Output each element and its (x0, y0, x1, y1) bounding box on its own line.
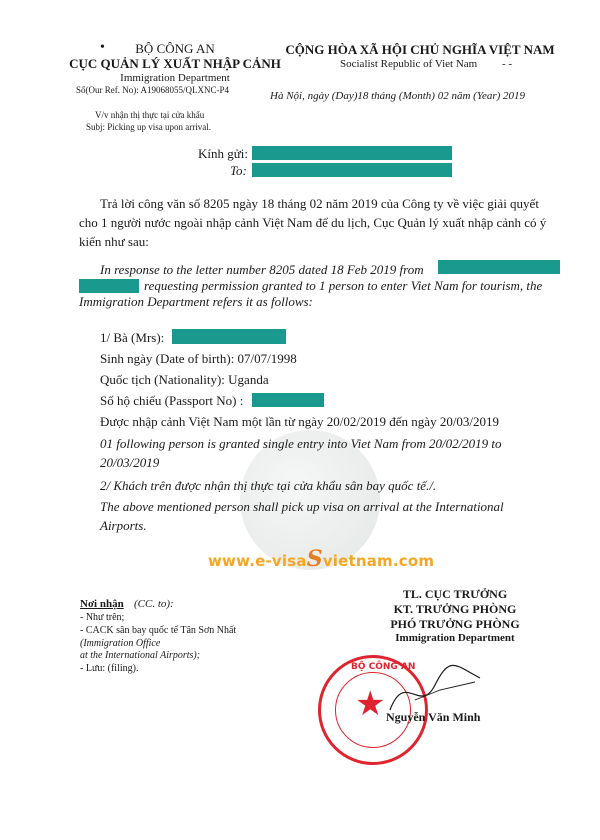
pickup-vi: 2/ Khách trên được nhận thị thực tại cửa khẩu sân bay quốc tế./. (100, 478, 437, 493)
redacted-passport (252, 393, 324, 407)
redacted-person-name (172, 329, 286, 344)
republic-title: CỘNG HÒA XÃ HỘI CHỦ NGHĨA VIỆT NAM (285, 42, 555, 57)
redacted-addressee-en (252, 163, 452, 177)
subject-en: Subj: Picking up visa upon arrival. (86, 122, 211, 132)
addressee-vi-label: Kính gửi: (198, 146, 249, 161)
recipient-line3: (Immigration Office (80, 638, 161, 649)
recipient-line4: at the International Airports); (80, 650, 201, 661)
ministry-name: BỘ CÔNG AN (135, 41, 215, 56)
republic-en: Socialist Republic of Viet Nam (340, 58, 478, 70)
subject-vi: V/v nhận thị thực tại cửa khẩu (95, 110, 205, 120)
vi-paragraph-line2: cho 1 người nước ngoài nhập cảnh Việt Nam để du lịch, Cục Quản lý xuất nhập cảnh có ý (79, 215, 547, 230)
addressee-en-label: To: (230, 163, 247, 178)
stamp-label: BỘ CÔNG AN (351, 662, 416, 672)
recipient-line1: - Như trên; (80, 612, 125, 623)
vi-paragraph-line3: kiến như sau: (79, 234, 149, 249)
signature-line1: TL. CỤC TRƯỞNG (402, 587, 508, 601)
pickup-en-line2: Airports. (100, 518, 147, 533)
signature-line3: PHÓ TRƯỞNG PHÒNG (390, 617, 520, 631)
recipients-title: Nơi nhận (80, 598, 124, 610)
vi-paragraph-line1: Trả lời công văn số 8205 ngày 18 tháng 02 năm 2019 của Công ty về việc giải quyết (100, 196, 539, 211)
pickup-en-line1: The above mentioned person shall pick up visa on arrival at the International (100, 499, 504, 514)
signatory-name: Nguyễn Văn Minh (386, 710, 481, 724)
signature-line4: Immigration Department (395, 632, 515, 644)
en-paragraph-line2: requesting permission granted to 1 person to enter Viet Nam for tourism, the (144, 278, 543, 293)
entry-en-line2: 20/03/2019 (100, 455, 160, 470)
nationality: Quốc tịch (Nationality): Uganda (100, 372, 269, 387)
watermark-url-post: vietnam.com (322, 552, 435, 570)
redacted-company-1 (438, 260, 560, 274)
reference-number: Số(Our Ref. No): A19068055/QLXNC-P4 (76, 85, 229, 95)
entry-vi: Được nhập cảnh Việt Nam một lần từ ngày 20/02/2019 đến ngày 20/03/2019 (100, 414, 500, 429)
entry-en-line1: 01 following person is granted single entry into Viet Nam from 20/02/2019 to (100, 436, 502, 451)
watermark-url-s: S (306, 546, 323, 572)
department-name: CỤC QUẢN LÝ XUẤT NHẬP CẢNH (69, 56, 281, 71)
watermark-url (208, 546, 434, 572)
person-name-label: 1/ Bà (Mrs): (100, 330, 165, 345)
recipient-line5: - Lưu: (filing). (80, 663, 139, 674)
bullet-dot: • (100, 40, 105, 55)
date-of-birth: Sinh ngày (Date of birth): 07/07/1998 (100, 351, 297, 366)
recipients-title-en: (CC. to): (134, 598, 174, 610)
department-en: Immigration Department (120, 72, 230, 84)
en-paragraph-line3: Immigration Department refers it as follows: (79, 294, 313, 309)
redacted-company-2 (79, 279, 139, 293)
stamp-star-icon: ★ (355, 686, 386, 723)
document-date: Hà Nội, ngày (Day)18 tháng (Month) 02 năm (Year) 2019 (270, 90, 526, 102)
en-paragraph-line1: In response to the letter number 8205 dated 18 Feb 2019 from (100, 262, 424, 277)
dash-mark: - - (502, 58, 513, 70)
passport-label: Số hộ chiếu (Passport No) : (100, 393, 244, 408)
watermark-url-pre: www.e-visa (208, 552, 307, 570)
redacted-addressee-vi (252, 146, 452, 160)
signature-line2: KT. TRƯỞNG PHÒNG (393, 602, 517, 616)
recipient-line2: - CACK sân bay quốc tế Tân Sơn Nhất (80, 625, 237, 636)
